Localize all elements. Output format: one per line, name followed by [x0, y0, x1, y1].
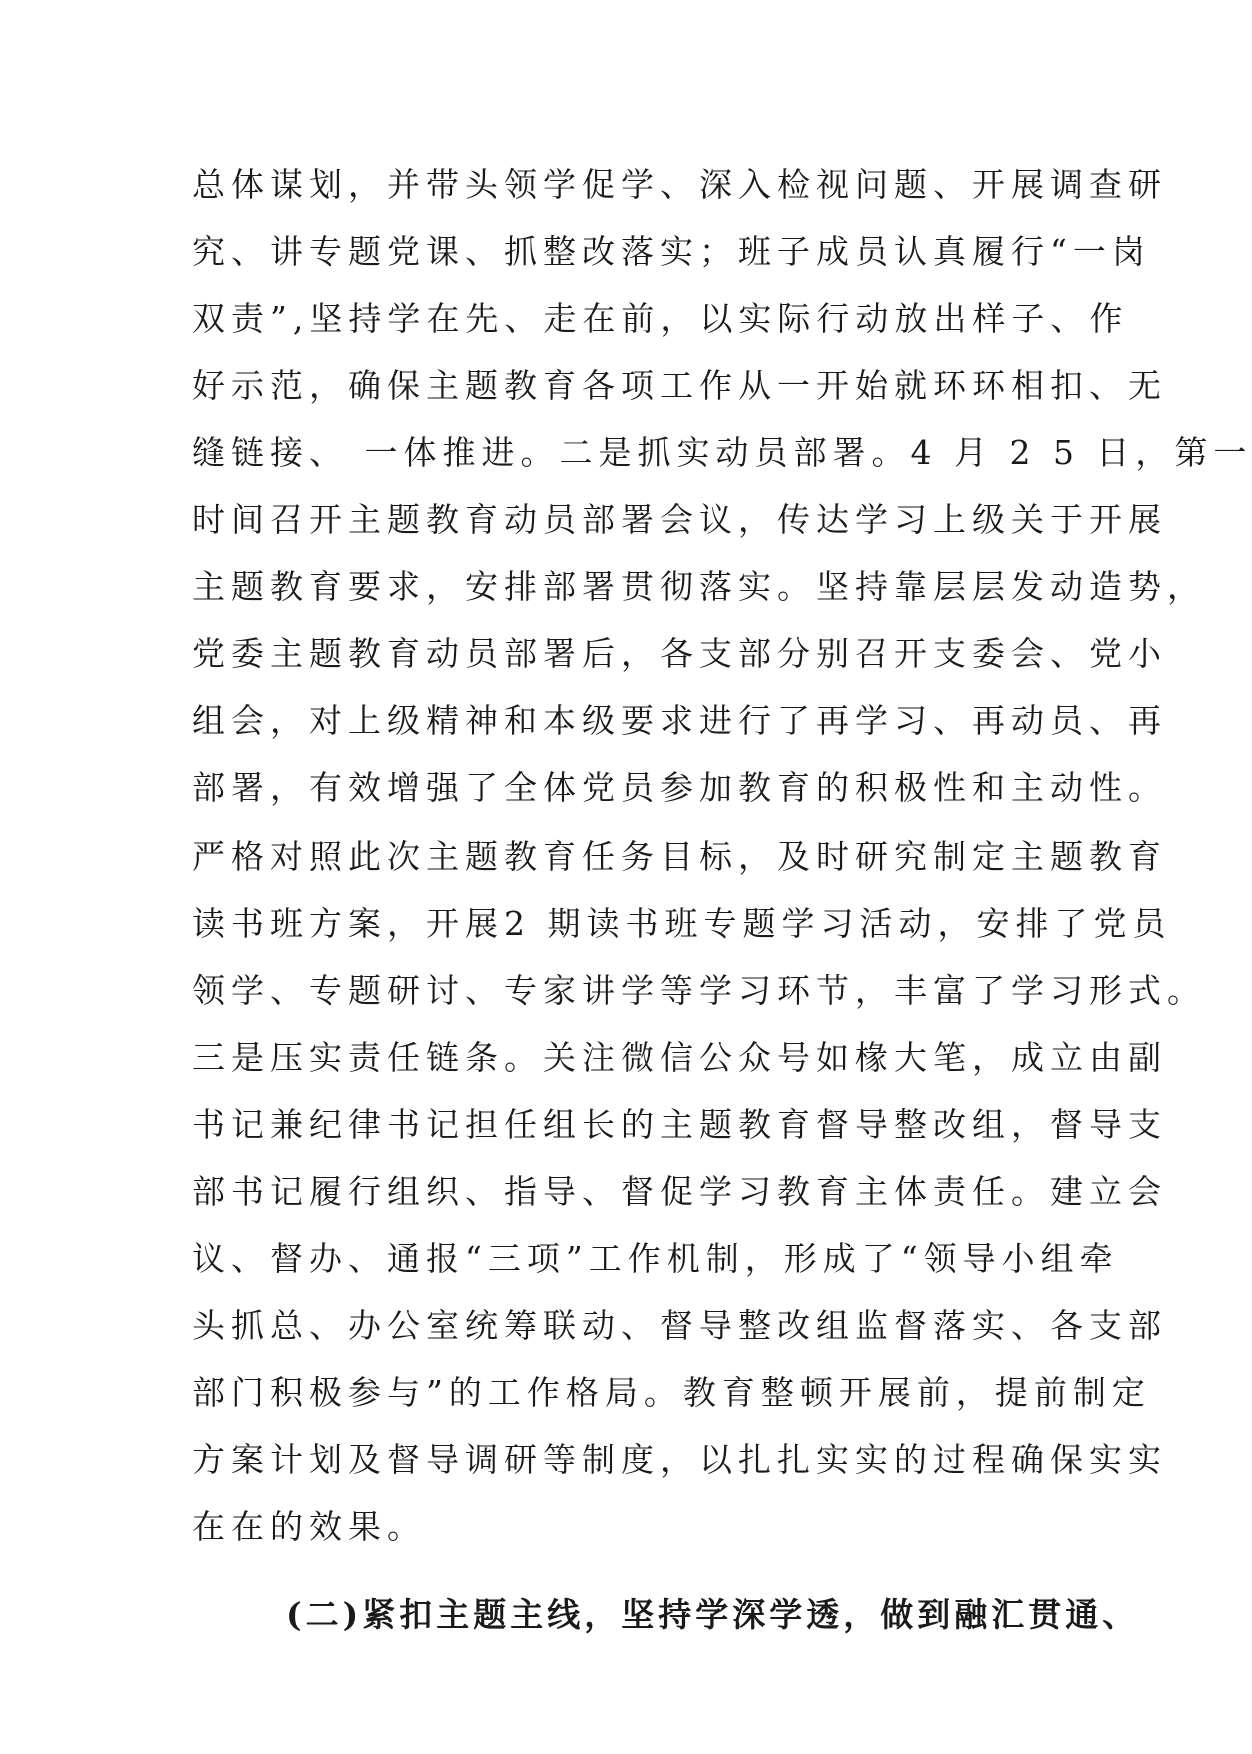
paragraph-line: 部书记履行组织、指导、督促学习教育主体责任。建立会 — [192, 1172, 1167, 1211]
paragraph-line: 三是压实责任链条。关注微信公众号如椽大笔，成立由副 — [192, 1038, 1167, 1077]
paragraph-line: 缝链接、 一体推进。二是抓实动员部署。4 月 2 5 日，第一 — [192, 433, 1252, 472]
paragraph-line: 究、讲专题党课、抓整改落实；班子成员认真履行“一岗 — [192, 232, 1151, 271]
paragraph-line: 部署，有效增强了全体党员参加教育的积极性和主动性。 — [192, 768, 1167, 807]
paragraph-line: 方案计划及督导调研等制度，以扎扎实实的过程确保实实 — [192, 1440, 1167, 1479]
paragraph-line: 组会，对上级精神和本级要求进行了再学习、再动员、再 — [192, 701, 1167, 740]
paragraph-line: 部门积极参与”的工作格局。教育整顿开展前，提前制定 — [192, 1373, 1151, 1412]
paragraph-line: 主题教育要求，安排部署贯彻落实。坚持靠层层发动造势， — [192, 567, 1206, 606]
paragraph-line: 严格对照此次主题教育任务目标，及时研究制定主题教育 — [192, 837, 1167, 876]
paragraph-line: 党委主题教育动员部署后，各支部分别召开支委会、党小 — [192, 634, 1167, 673]
paragraph-line: 议、督办、通报“三项”工作机制，形成了“领导小组牵 — [192, 1239, 1119, 1278]
paragraph-line: 读书班方案，开展2 期读书班专题学习活动，安排了党员 — [192, 904, 1172, 943]
paragraph-line: 书记兼纪律书记担任组长的主题教育督导整改组，督导支 — [192, 1105, 1167, 1144]
paragraph-line: 在在的效果。 — [192, 1507, 426, 1546]
paragraph-line: 双责”,坚持学在先、走在前，以实际行动放出样子、作 — [192, 299, 1129, 338]
paragraph-line: 好示范，确保主题教育各项工作从一开始就环环相扣、无 — [192, 366, 1167, 405]
paragraph-line: 时间召开主题教育动员部署会议，传达学习上级关于开展 — [192, 500, 1167, 539]
section-heading: (二)紧扣主题主线，坚持学深学透，做到融汇贯通、 — [286, 1595, 1140, 1634]
paragraph-line: 总体谋划，并带头领学促学、深入检视问题、开展调查研 — [192, 165, 1167, 204]
paragraph-line: 头抓总、办公室统筹联动、督导整改组监督落实、各支部 — [192, 1306, 1167, 1345]
paragraph-line: 领学、专题研讨、专家讲学等学习环节，丰富了学习形式。 — [192, 971, 1206, 1010]
